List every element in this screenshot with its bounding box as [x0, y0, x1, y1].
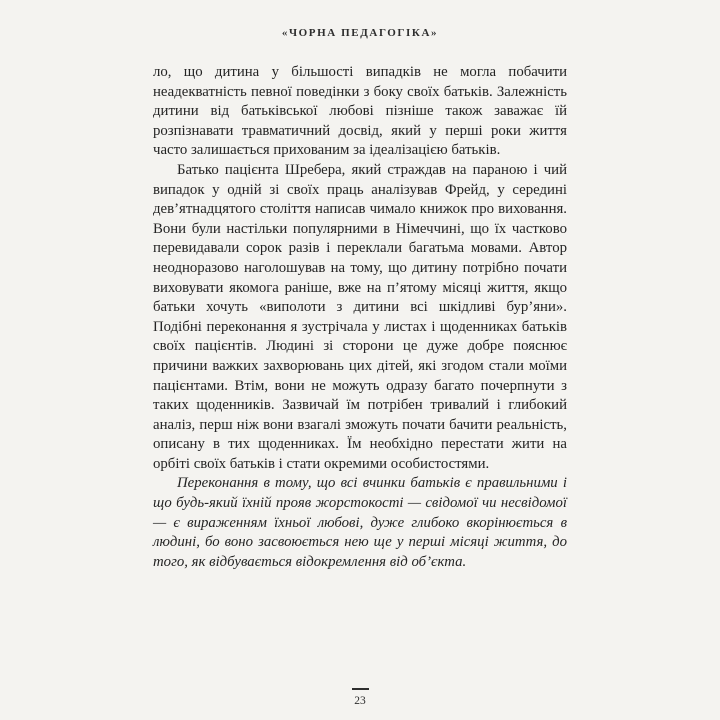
paragraph-continuation: ло, що дитина у більшості випадків не могла побачити неадекватність певної поведінки з боку своїх батьків. Залежність дитини від батьківської любові пізніше також заважає їй розпізнавати травматичний досвід, який у перші роки життя часто залишається прихованим за ідеалізацією батьків.	[153, 64, 567, 159]
running-header: «ЧОРНА ПЕДАГОГІКА»	[281, 27, 439, 39]
footer-rule	[352, 688, 369, 690]
page-number: 23	[354, 695, 366, 707]
paragraph-quote-italic: Переконання в тому, що всі вчинки батьків є правильними і що будь-який їхній прояв жорстокості — свідомої чи несвідомої — є вираженням їхньої любові, дуже глибоко вкорінюється в людині, бо воно засвоюється нею ще у перші місяці життя, до того, як відбувається відокремлення від об’єкта.	[153, 475, 567, 570]
paragraph-body: Батько пацієнта Шребера, який страждав на параною і чий випадок у одній зі своїх праць аналізував Фрейд, у середині дев’ятнадцятого століття написав чимало книжок про виховання. Вони були настільки популярними в Німеччині, що їх частково перевидавали сорок разів і переклали багатьма мовами. Автор неодноразово наголошував на тому, що дитину потрібно почати виховувати якомога раніше, вже на п’ятому місяці життя, якщо батьки хочуть «виполоти з дитини всі шкідливі бур’яни». Подібні переконання я зустрічала у листах і щоденниках батьків своїх пацієнтів. Людині зі сторони це дуже добре пояснює причини важких захворювань цих дітей, які згодом стали моїми пацієнтами. Втім, вони не можуть одразу багато почерпнути з таких щоденників. Зазвичай їм потрібен тривалий і глибокий аналіз, перш ніж вони взагалі зможуть почати бачити реальність, описану в тих щоденниках. Їм необхідно перестати жити на орбіті своїх батьків і стати окремими особистостями.	[153, 161, 567, 472]
text-block	[153, 63, 567, 572]
page-footer	[0, 688, 720, 707]
